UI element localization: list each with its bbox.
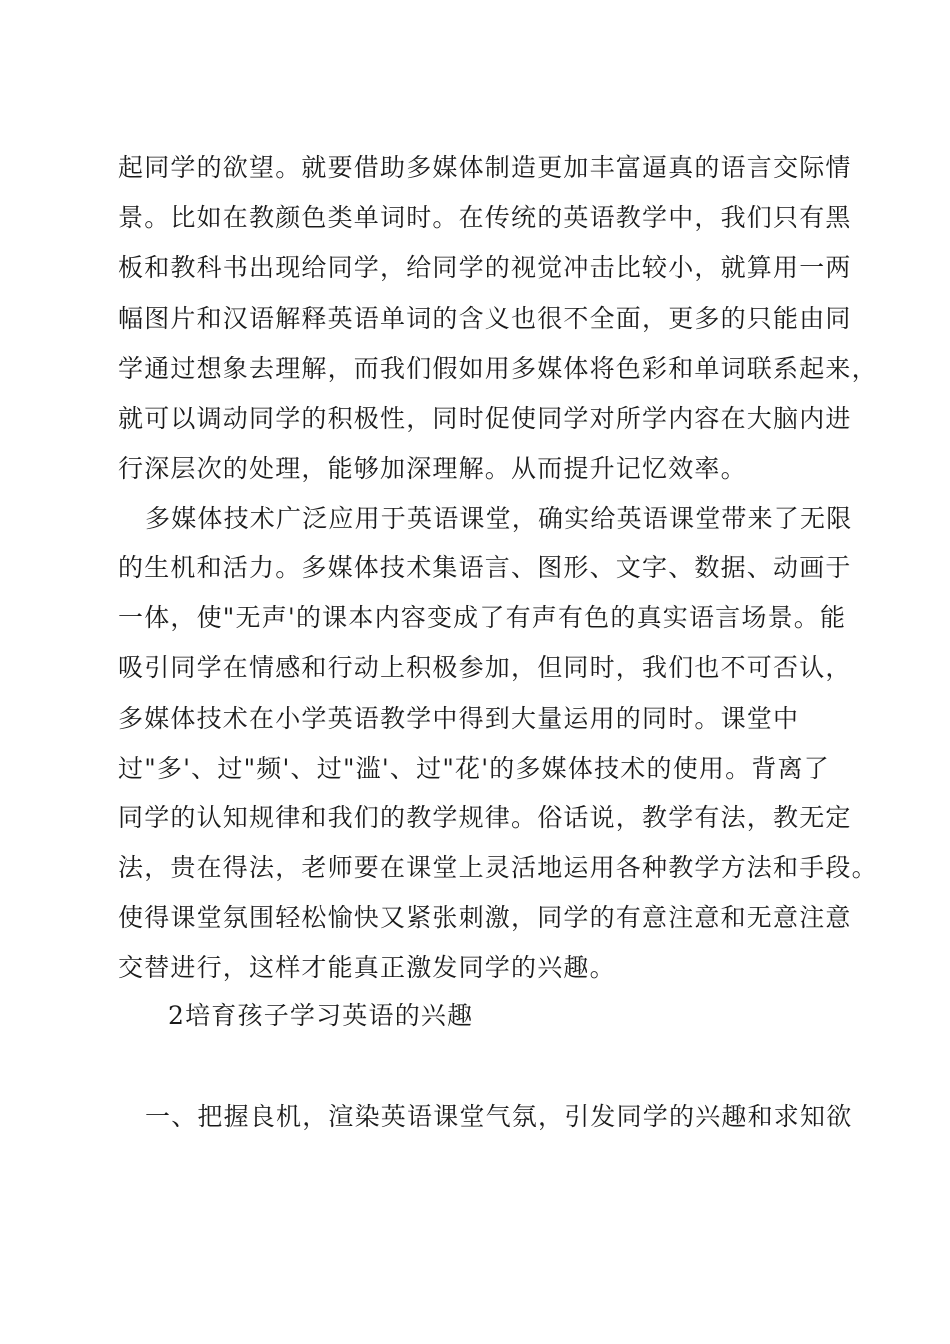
paragraph2-line-7: 同学的认知规律和我们的教学规律。俗话说，教学有法，教无定 [118, 803, 852, 832]
section-heading: 2培育孩子学习英语的兴趣 [168, 1001, 474, 1030]
paragraph1-line-4: 幅图片和汉语解释英语单词的含义也很不全面，更多的只能由同 [118, 304, 852, 333]
paragraph2-line-1: 多媒体技术广泛应用于英语课堂，确实给英语课堂带来了无限 [145, 504, 853, 533]
paragraph2-line-10: 交替进行，这样才能真正激发同学的兴趣。 [118, 953, 616, 982]
paragraph1-line-5: 学通过想象去理解，而我们假如用多媒体将色彩和单词联系起来， [118, 354, 878, 383]
paragraph2-line-4: 吸引同学在情感和行动上积极参加，但同时，我们也不可否认， [118, 653, 852, 682]
paragraph1-line-1: 起同学的欲望。就要借助多媒体制造更加丰富逼真的语言交际情 [118, 153, 852, 182]
paragraph2-line-8: 法，贵在得法，老师要在课堂上灵活地运用各种教学方法和手段。 [118, 853, 878, 882]
subsection-heading: 一、把握良机，渲染英语课堂气氛，引发同学的兴趣和求知欲 [145, 1102, 853, 1131]
paragraph1-line-7: 行深层次的处理，能够加深理解。从而提升记忆效率。 [118, 454, 747, 483]
paragraph2-line-6: 过"多'、过"频'、过"滥'、过"花'的多媒体技术的使用。背离了 [118, 754, 830, 783]
paragraph1-line-6: 就可以调动同学的积极性，同时促使同学对所学内容在大脑内进 [118, 404, 852, 433]
paragraph1-line-3: 板和教科书出现给同学，给同学的视觉冲击比较小，就算用一两 [118, 253, 852, 282]
paragraph2-line-5: 多媒体技术在小学英语教学中得到大量运用的同时。课堂中 [118, 704, 800, 733]
paragraph2-line-2: 的生机和活力。多媒体技术集语言、图形、文字、数据、动画于 [118, 553, 852, 582]
paragraph2-line-9: 使得课堂氛围轻松愉快又紧张刺激，同学的有意注意和无意注意 [118, 903, 852, 932]
paragraph2-line-3: 一体，使"无声'的课本内容变成了有声有色的真实语言场景。能 [118, 603, 847, 632]
paragraph1-line-2: 景。比如在教颜色类单词时。在传统的英语教学中，我们只有黑 [118, 203, 852, 232]
